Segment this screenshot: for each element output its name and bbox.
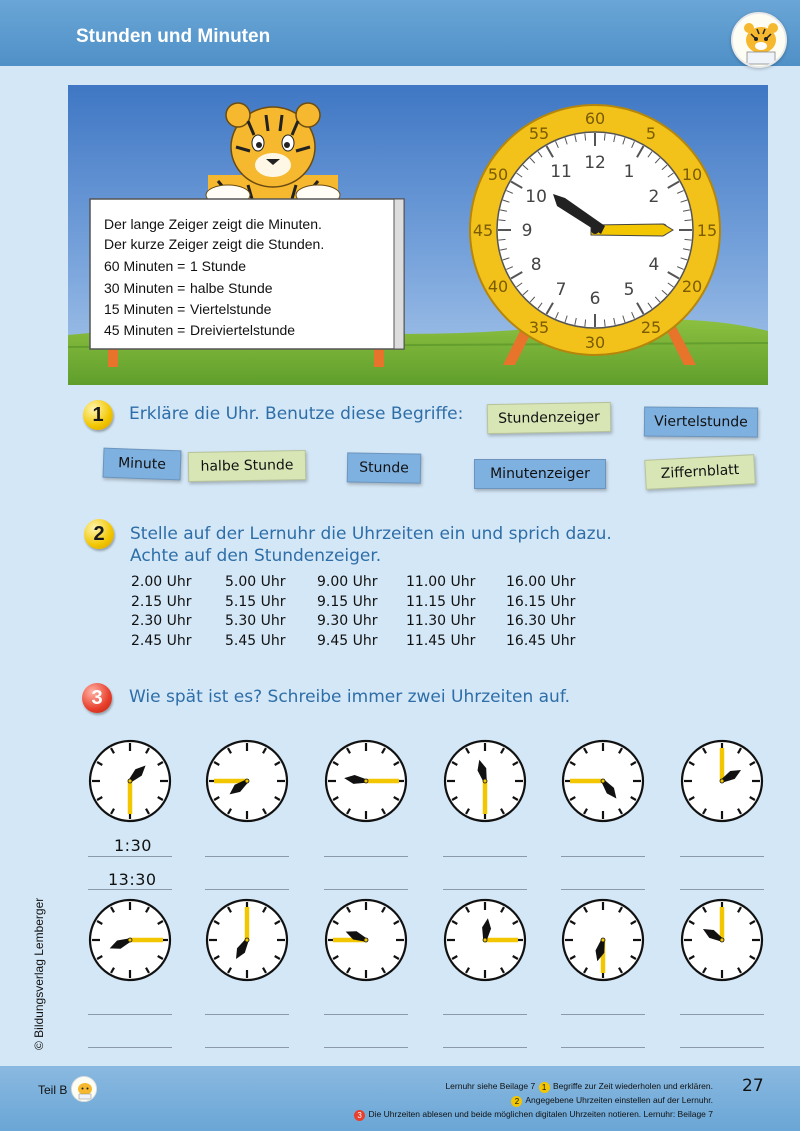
copyright-text: © Bildungsverlag Lemberger	[32, 897, 46, 1050]
time-item: 11.00 Uhr	[406, 574, 476, 590]
time-item: 5.15 Uhr	[225, 593, 286, 610]
tiger-mascot-icon	[731, 12, 787, 68]
clock-center	[128, 938, 132, 942]
time-item: 11.45 Uhr	[406, 632, 476, 649]
answer-line[interactable]	[443, 889, 527, 890]
clock-center	[601, 779, 605, 783]
footer-note-3	[353, 1109, 713, 1121]
task-1-badge: 1	[83, 400, 113, 430]
clock-center	[245, 938, 249, 942]
clock-minute-number: 45	[472, 221, 494, 240]
answer-line[interactable]	[561, 856, 645, 857]
answer-line[interactable]	[88, 1014, 172, 1015]
answer-line[interactable]	[680, 1047, 764, 1048]
answer-line[interactable]	[561, 1047, 645, 1048]
answer-line[interactable]	[205, 1047, 289, 1048]
exercise-clock	[88, 898, 172, 986]
clock-center	[364, 938, 368, 942]
times-column	[406, 573, 475, 651]
clock-minute-number: 40	[487, 277, 509, 296]
answer-line[interactable]	[205, 1014, 289, 1015]
answer-line[interactable]	[680, 889, 764, 890]
exercise-clock	[561, 739, 645, 827]
answer-line[interactable]	[443, 856, 527, 857]
clock-face	[205, 898, 289, 982]
clock-minute-number: 10	[681, 165, 703, 184]
clock-face	[680, 898, 764, 982]
answer-line[interactable]	[680, 856, 764, 857]
footer-note-2	[510, 1095, 713, 1107]
time-item: 5.00 Uhr	[225, 574, 286, 590]
time-item: 5.30 Uhr	[225, 613, 286, 629]
exercise-clock	[324, 739, 408, 827]
clock-minute-number: 5	[645, 124, 657, 144]
board-intro-line-1: Der lange Zeiger zeigt die Minuten.	[104, 216, 322, 232]
time-item: 9.30 Uhr	[317, 613, 378, 629]
clock-face	[443, 898, 527, 982]
time-item: 16.00 Uhr	[506, 574, 576, 590]
task-2-line-2: Achte auf den Stundenzeiger.	[130, 546, 382, 566]
answer-line[interactable]	[324, 889, 408, 890]
clock-center	[128, 779, 132, 783]
clock-center	[483, 779, 487, 783]
times-column	[317, 573, 378, 651]
term-card-stundenzeiger: Stundenzeiger	[487, 402, 612, 434]
term-card-stunde: Stunde	[347, 452, 422, 483]
footer-part-label: Teil B	[38, 1083, 68, 1097]
equivalence-row	[104, 322, 295, 338]
equivalence-row	[104, 258, 246, 274]
answer-line[interactable]	[443, 1047, 527, 1048]
footer-note-3-text: Die Uhrzeiten ablesen und beide möglichen digitalen Uhrzeiten notieren. Lernuhr: Beilage 7	[368, 1109, 713, 1119]
answer-line[interactable]	[324, 856, 408, 857]
term-card-viertelstunde: Viertelstunde	[644, 407, 758, 438]
equivalence-quantity: 60 Minuten =	[104, 258, 186, 274]
clock-face	[561, 739, 645, 823]
board-intro	[104, 214, 324, 254]
term-card-minute: Minute	[103, 448, 182, 481]
clock-hour-number: 11	[550, 162, 572, 183]
clock-center	[245, 779, 249, 783]
time-item: 16.30 Uhr	[506, 613, 576, 629]
answer-line[interactable]	[88, 856, 172, 857]
answer-line[interactable]	[205, 856, 289, 857]
clock-minute-number: 30	[584, 333, 606, 352]
clock-face	[88, 739, 172, 823]
time-item: 2.45 Uhr	[131, 632, 192, 649]
clock-center	[720, 938, 724, 942]
equivalence-quantity: 45 Minuten =	[104, 322, 186, 338]
answer-line[interactable]	[443, 1014, 527, 1015]
clock-minute-number: 35	[528, 317, 550, 337]
tiger-mascot-small-icon	[71, 1076, 97, 1102]
exercise-clock	[680, 739, 764, 827]
time-item: 5.45 Uhr	[225, 632, 286, 649]
term-card-halbe-stunde: halbe Stunde	[188, 450, 307, 482]
equivalence-quantity: 15 Minuten =	[104, 301, 186, 317]
footer-note-1-prefix: Lernuhr siehe Beilage 7	[445, 1081, 536, 1091]
answer-line[interactable]	[680, 1014, 764, 1015]
clock-hour-number: 7	[555, 279, 567, 300]
clock-hour-number: 6	[589, 289, 601, 309]
time-item: 2.15 Uhr	[131, 593, 192, 610]
time-item: 11.30 Uhr	[406, 613, 476, 629]
footer-note-3-number: 3	[354, 1110, 365, 1121]
time-item: 2.00 Uhr	[131, 574, 192, 590]
exercise-clock	[680, 898, 764, 986]
exercise-clock	[561, 898, 645, 986]
clock-minute-number: 55	[528, 124, 550, 144]
clock-face	[324, 898, 408, 982]
task-2-badge: 2	[84, 519, 114, 549]
answer-line[interactable]	[324, 1014, 408, 1015]
clock-face	[205, 739, 289, 823]
clock-hour-number: 10	[525, 187, 547, 207]
task-1-text: Erkläre die Uhr. Benutze diese Begriffe:	[129, 404, 464, 424]
clock-minute-number: 60	[584, 109, 606, 128]
clock-face	[561, 898, 645, 982]
task-3-badge: 3	[82, 683, 112, 713]
equivalence-row	[104, 280, 273, 296]
page-number: 27	[742, 1076, 764, 1096]
answer-line[interactable]	[205, 889, 289, 890]
clock-center	[720, 779, 724, 783]
clock-hour-number: 4	[648, 255, 660, 275]
clock-face	[88, 898, 172, 982]
times-column	[225, 573, 286, 651]
time-item: 2.30 Uhr	[131, 613, 192, 629]
equivalence-value: 1 Stunde	[190, 258, 247, 274]
exercise-clock	[205, 739, 289, 827]
answer-line[interactable]	[88, 889, 172, 890]
example-answer-2: 13:30	[108, 870, 157, 889]
clock-face	[324, 739, 408, 823]
equivalence-row	[104, 301, 271, 317]
clock-hour-number: 2	[648, 187, 660, 207]
answer-line[interactable]	[324, 1047, 408, 1048]
answer-line[interactable]	[561, 889, 645, 890]
answer-line[interactable]	[561, 1014, 645, 1015]
example-answer-1: 1:30	[114, 836, 152, 855]
exercise-clock	[324, 898, 408, 986]
time-item: 11.15 Uhr	[406, 593, 476, 610]
term-card-ziffernblatt: Ziffernblatt	[644, 454, 755, 490]
clock-hour-number: 9	[521, 221, 533, 241]
page-title: Stunden und Minuten	[76, 26, 271, 47]
clock-hour-number: 1	[623, 162, 635, 183]
footer-note-1	[445, 1081, 713, 1093]
exercise-clock	[443, 739, 527, 827]
times-column	[506, 573, 575, 651]
task-3-text: Wie spät ist es? Schreibe immer zwei Uhrzeiten auf.	[129, 687, 570, 707]
clock-minute-number: 20	[681, 277, 703, 296]
time-item: 9.00 Uhr	[317, 574, 378, 590]
clock-hour-number: 8	[530, 255, 542, 275]
clock-minute-number: 15	[696, 221, 718, 240]
clock-face	[680, 739, 764, 823]
equivalence-value: Viertelstunde	[190, 301, 272, 317]
times-column	[131, 573, 192, 651]
clock-center	[483, 938, 487, 942]
time-item: 16.15 Uhr	[506, 593, 576, 610]
clock-center	[364, 779, 368, 783]
clock-minute-number: 50	[487, 165, 509, 184]
clock-minute-number: 25	[640, 317, 662, 337]
answer-line[interactable]	[88, 1047, 172, 1048]
time-item: 9.45 Uhr	[317, 632, 378, 649]
time-item: 9.15 Uhr	[317, 593, 378, 610]
term-card-minutenzeiger: Minutenzeiger	[474, 459, 606, 489]
exercise-clock	[443, 898, 527, 986]
time-item: 16.45 Uhr	[506, 632, 576, 649]
equivalence-value: Dreiviertelstunde	[190, 322, 296, 338]
footer-note-2-text: Angegebene Uhrzeiten einstellen auf der Lernuhr.	[525, 1095, 713, 1105]
copyright-vertical	[32, 880, 52, 1060]
clock-hour-number: 12	[584, 153, 606, 173]
exercise-clock	[88, 739, 172, 827]
footer-note-1-text: Begriffe zur Zeit wiederholen und erklären.	[552, 1081, 713, 1091]
exercise-clock	[205, 898, 289, 986]
clock-hour-number: 5	[623, 279, 635, 300]
clock-center	[601, 938, 605, 942]
board-intro-line-2: Der kurze Zeiger zeigt die Stunden.	[104, 236, 325, 252]
equivalence-value: halbe Stunde	[190, 280, 273, 296]
task-2-line-1: Stelle auf der Lernuhr die Uhrzeiten ein und sprich dazu.	[130, 524, 612, 544]
footer-note-1-number: 1	[539, 1082, 550, 1093]
footer-note-2-number: 2	[511, 1096, 522, 1107]
equivalence-quantity: 30 Minuten =	[104, 280, 186, 296]
clock-face	[443, 739, 527, 823]
